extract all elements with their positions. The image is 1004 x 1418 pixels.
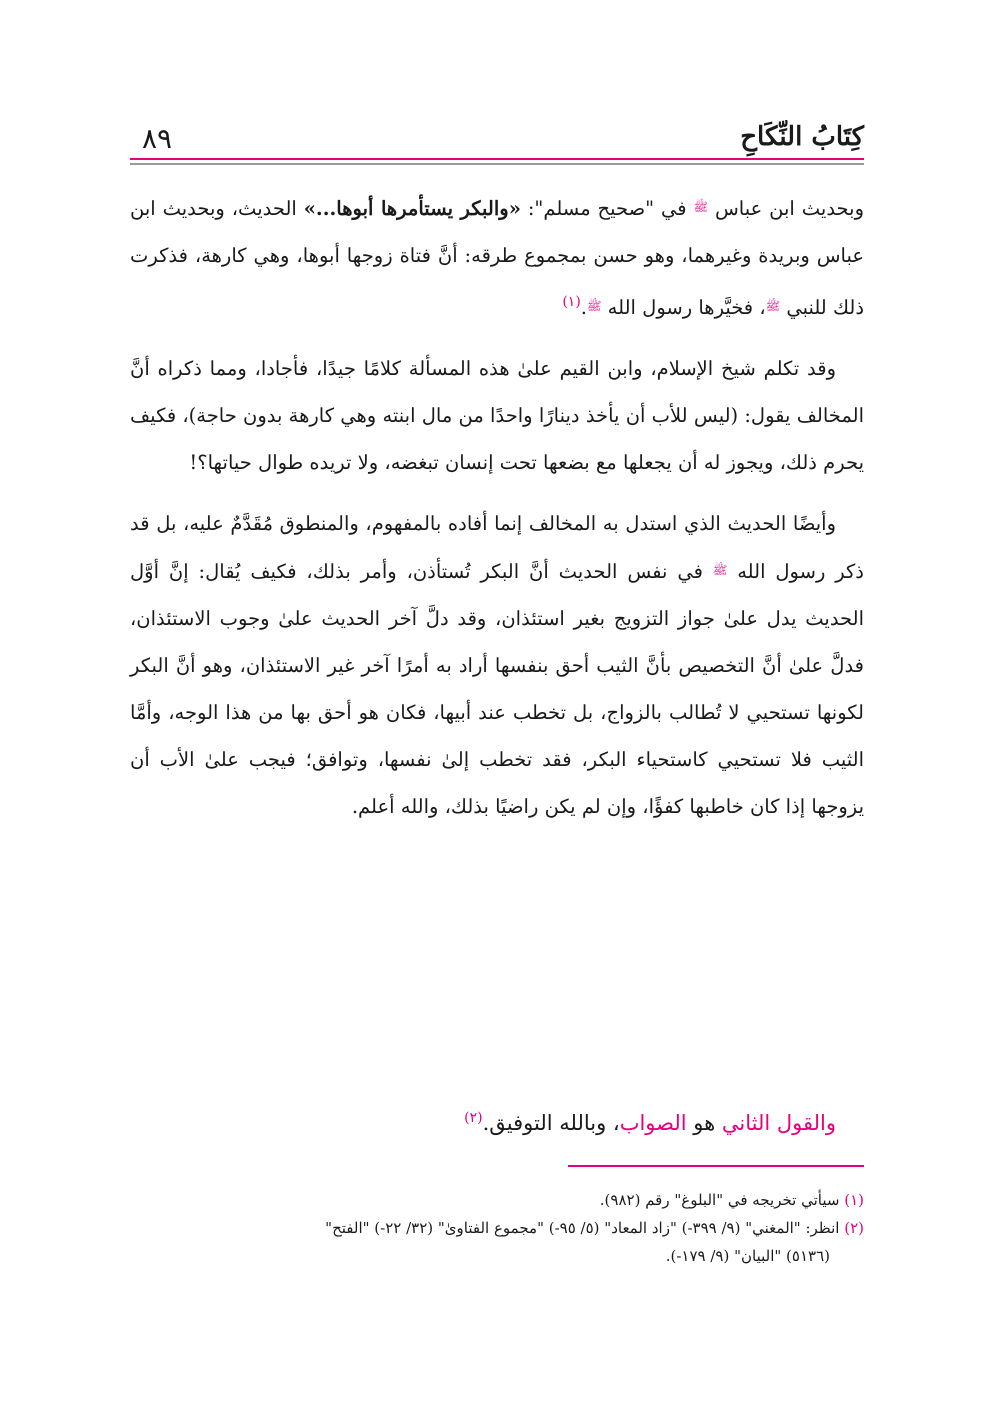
main-text <box>130 184 864 830</box>
footnote-2 <box>130 1214 864 1242</box>
p3-text-a: وأيضًا الحديث الذي استدل به المخالف إنما أفاده بالمفهوم، والمنطوق مُقَدَّمٌ عليه، بل قد ذكر رسول الله <box>130 512 864 583</box>
footnote-1-number: (١) <box>844 1191 864 1209</box>
p1-text-b: في "صحيح مسلم": <box>520 197 694 220</box>
footnote-2-text: انظر: "المغني" (٩/ ٣٩٩-) "زاد المعاد" (٥/ ٩٥-) "مجموع الفتاوىٰ" (٣٢/ ٢٢-) "الفتح" <box>325 1219 845 1237</box>
paragraph-2: وقد تكلم شيخ الإسلام، وابن القيم علىٰ هذه المسألة كلامًا جيدًا، فأجادا، ومما ذكراه أنَّ المخالف يقول: (ليس للأب أن يأخذ دينارًا واحدًا من مال ابنته وهي كارهة بدون حاجة)، فكيف يحرم ذلك، ويجوز له أن يجعلها مع بضعها تحت إنسان تبغضه، ولا تريده طوال حياتها؟! <box>130 357 864 474</box>
footnote-2-number: (٢) <box>844 1219 864 1237</box>
p1-text-a: وبحديث ابن عباس <box>708 197 864 220</box>
header-rule-gray <box>130 163 864 165</box>
footnote-2-continuation: (٥١٣٦) "البيان" (٩/ ١٧٩-). <box>665 1247 830 1265</box>
conclusion-line <box>464 1110 836 1135</box>
conclusion-text-b: هو <box>686 1111 722 1135</box>
page-number: ٨٩ <box>142 122 173 155</box>
paragraph-3 <box>130 500 864 830</box>
chapter-title: كِتَابُ النِّكَاحِ <box>740 122 864 152</box>
footnote-separator <box>568 1165 864 1167</box>
p3-text-b: في نفس الحديث أنَّ البكر تُستأذن، وأمر بذلك، فكيف يُقال: إنَّ أوَّل الحديث يدل علىٰ جواز التزويج بغير استئذان، وقد دلَّ آخر الحديث علىٰ وجوب الاستئذان، فدلَّ علىٰ أنَّ التخصيص بأنَّ الثيب أحق بنفسها أراد به أمرًا آخر غير الاستئذان، وهو أنَّ البكر لكونها تستحيي لا تُطالب بالزواج، بل تخطب عند أبيها، فكان هو أحق بها من هذا الوجه، وأمَّا الثيب فلا تستحيي كاستحياء البكر، فقد تخطب إلىٰ نفسها، وتوافق؛ فيجب علىٰ الأب أن يزوجها إذا كان خاطبها كفؤًا، وإن لم يكن راضيًا بذلك، والله أعلم. <box>130 560 864 818</box>
conclusion-highlight-1: والقول الثاني <box>721 1111 836 1135</box>
honorific-2: ﷺ <box>765 299 781 313</box>
footnote-ref-2[interactable]: (٢) <box>464 1110 483 1126</box>
conclusion-text-d: ، وبالله التوفيق. <box>482 1111 620 1135</box>
page <box>130 0 864 1418</box>
footnote-1 <box>130 1186 864 1214</box>
honorific-4: ﷺ <box>712 563 728 577</box>
p1-text-e: . <box>580 296 587 319</box>
paragraph-1 <box>130 184 864 331</box>
header-rule-accent <box>130 158 864 160</box>
footnotes <box>130 1186 864 1270</box>
footnote-1-text: سيأتي تخريجه في "البلوغ" رقم (٩٨٢). <box>599 1191 845 1209</box>
p1-text-d: ، فخيَّرها رسول الله <box>601 296 766 319</box>
footnote-ref-1[interactable]: (١) <box>562 294 581 310</box>
conclusion-highlight-2: الصواب <box>619 1111 687 1135</box>
p1-text-c: الحديث، وبحديث ابن عباس وبريدة وغيرهما، وهو حسن بمجموع طرقه: أنَّ فتاة زوجها أبوها، وهي كارهة، فذكرت ذلك للنبي <box>130 197 864 319</box>
honorific-3: ﷺ <box>586 299 602 313</box>
honorific-1: ﷺ <box>693 200 709 214</box>
hadith-quote: «والبكر يستأمرها أبوها...» <box>303 197 521 220</box>
